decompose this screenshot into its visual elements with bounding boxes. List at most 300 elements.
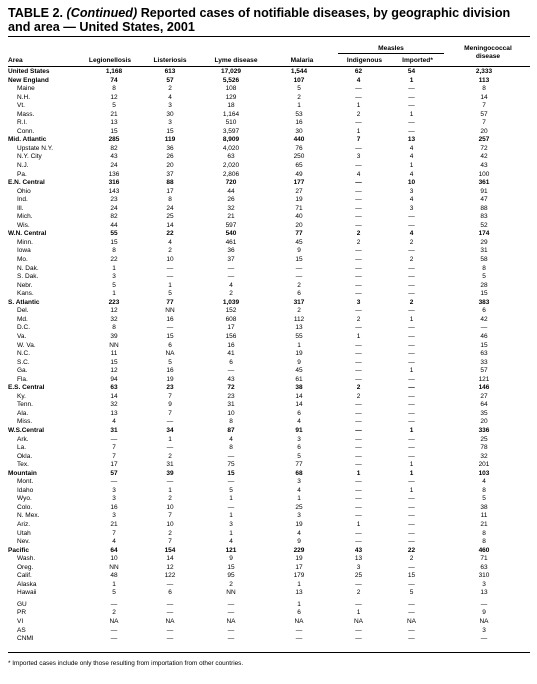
meningococcal-cell: 201: [478, 461, 490, 469]
legionellosis-cell: 316: [108, 179, 120, 187]
lyme-cell: —: [227, 609, 235, 617]
table-row: [8, 111, 530, 120]
indigenous-cell: —: [355, 478, 362, 486]
meningococcal-cell: 78: [480, 444, 488, 452]
listeriosis-cell: 19: [166, 375, 174, 383]
imported-cell: —: [408, 580, 415, 588]
imported-cell: 3: [409, 204, 414, 212]
indigenous-cell: 1: [356, 520, 361, 528]
listeriosis-cell: 16: [166, 315, 174, 323]
area-cell: Mich.: [17, 213, 33, 221]
area-cell: N.J.: [17, 162, 29, 170]
imported-cell: —: [408, 375, 415, 383]
area-cell: Vt.: [17, 102, 25, 110]
malaria-cell: 2: [297, 93, 301, 101]
indigenous-cell: —: [355, 281, 362, 289]
meningococcal-cell: 8: [482, 486, 486, 494]
area-cell: N.Y. City: [17, 153, 42, 161]
imported-cell: —: [408, 392, 415, 400]
table-row: [8, 77, 530, 86]
malaria-cell: —: [295, 273, 303, 281]
malaria-cell: 3: [297, 512, 301, 520]
legionellosis-cell: 11: [110, 350, 118, 358]
area-cell: AS: [17, 626, 26, 634]
table-row: [8, 171, 530, 180]
table-row: [8, 247, 530, 256]
lyme-cell: 1: [229, 512, 233, 520]
listeriosis-cell: 37: [166, 170, 174, 178]
lyme-cell: —: [227, 273, 235, 281]
legionellosis-cell: 82: [110, 144, 118, 152]
listeriosis-cell: —: [166, 609, 174, 617]
lyme-cell: 3: [229, 520, 233, 528]
area-cell: Tex.: [17, 461, 29, 469]
meningococcal-cell: —: [480, 635, 488, 643]
legionellosis-cell: —: [110, 635, 118, 643]
imported-cell: 1: [409, 76, 414, 84]
legionellosis-cell: 24: [110, 162, 118, 170]
area-cell: W.N. Central: [8, 230, 47, 238]
table-row: [8, 307, 530, 316]
lyme-cell: 720: [225, 179, 237, 187]
legionellosis-cell: 43: [110, 153, 118, 161]
area-cell: Pa.: [17, 170, 27, 178]
legionellosis-cell: 4: [112, 538, 116, 546]
table-row: [8, 530, 530, 539]
table-row: [8, 495, 530, 504]
table-row: [8, 230, 530, 239]
listeriosis-cell: 36: [166, 144, 174, 152]
meningococcal-cell: 257: [478, 136, 490, 144]
indigenous-cell: —: [355, 418, 362, 426]
imported-cell: —: [408, 478, 415, 486]
measles-rule: [338, 53, 444, 54]
listeriosis-cell: 22: [166, 230, 174, 238]
meningococcal-cell: 63: [480, 350, 488, 358]
meningococcal-cell: 88: [480, 204, 488, 212]
area-cell: Ill.: [17, 204, 24, 212]
indigenous-cell: —: [355, 204, 362, 212]
listeriosis-cell: 7: [168, 538, 172, 546]
malaria-cell: 9: [297, 358, 301, 366]
indigenous-cell: —: [355, 341, 362, 349]
indigenous-cell: —: [355, 486, 362, 494]
imported-cell: —: [408, 435, 415, 443]
meningococcal-cell: 336: [478, 426, 490, 434]
area-cell: PR: [17, 609, 27, 617]
indigenous-cell: 1: [356, 102, 361, 110]
meningococcal-cell: 15: [480, 290, 488, 298]
legionellosis-cell: 31: [110, 426, 118, 434]
malaria-cell: 9: [297, 247, 301, 255]
imported-cell: —: [408, 273, 415, 281]
indigenous-cell: 2: [356, 589, 361, 597]
meningococcal-cell: 8: [482, 529, 486, 537]
meningococcal-cell: 25: [480, 435, 488, 443]
imported-cell: —: [408, 609, 415, 617]
indigenous-cell: —: [355, 512, 362, 520]
area-cell: Wis.: [17, 221, 30, 229]
imported-cell: 2: [409, 298, 414, 306]
legionellosis-cell: 5: [112, 281, 116, 289]
table-row: [8, 94, 530, 103]
lyme-cell: 129: [225, 93, 237, 101]
indigenous-cell: —: [355, 495, 362, 503]
legionellosis-cell: 3: [112, 273, 116, 281]
lyme-cell: 5,526: [222, 76, 240, 84]
indigenous-cell: —: [355, 179, 362, 187]
table-row: [8, 273, 530, 282]
listeriosis-cell: 154: [164, 546, 176, 554]
area-cell: Ala.: [17, 409, 29, 417]
area-cell: Hawaii: [17, 589, 37, 597]
malaria-cell: 4: [297, 486, 301, 494]
indigenous-cell: 4: [356, 170, 361, 178]
area-cell: Mountain: [8, 469, 37, 477]
listeriosis-cell: 17: [166, 187, 174, 195]
malaria-cell: 20: [295, 221, 303, 229]
legionellosis-cell: 3: [112, 512, 116, 520]
indigenous-cell: —: [355, 367, 362, 375]
malaria-cell: 250: [293, 153, 305, 161]
area-cell: Md.: [17, 315, 28, 323]
meningococcal-cell: 71: [480, 555, 488, 563]
malaria-cell: —: [295, 635, 303, 643]
legionellosis-cell: 94: [110, 375, 118, 383]
table-row: [8, 213, 530, 222]
imported-cell: —: [408, 503, 415, 511]
table-row: [8, 162, 530, 171]
imported-cell: 1: [409, 486, 414, 494]
legionellosis-cell: 13: [110, 119, 118, 127]
lyme-cell: 608: [225, 315, 237, 323]
table-row: [8, 179, 530, 188]
malaria-cell: 65: [295, 162, 303, 170]
lyme-cell: 3,597: [222, 127, 240, 135]
listeriosis-cell: 7: [168, 512, 172, 520]
malaria-cell: 4: [297, 418, 301, 426]
meningococcal-cell: 113: [478, 76, 490, 84]
imported-cell: 1: [409, 315, 414, 323]
meningococcal-cell: 21: [480, 520, 488, 528]
legionellosis-cell: —: [110, 478, 118, 486]
malaria-cell: 14: [295, 392, 303, 400]
table-row: [8, 427, 530, 436]
legionellosis-cell: 15: [110, 238, 118, 246]
indigenous-cell: —: [355, 635, 362, 643]
table-row: [8, 256, 530, 265]
listeriosis-cell: 20: [166, 162, 174, 170]
legionellosis-cell: 143: [108, 187, 120, 195]
imported-cell: —: [408, 213, 415, 221]
indigenous-cell: —: [355, 401, 362, 409]
area-cell: Tenn.: [17, 401, 33, 409]
area-cell: GU: [17, 600, 27, 608]
imported-cell: 1: [409, 367, 414, 375]
table-row: [8, 359, 530, 368]
listeriosis-cell: 8: [168, 196, 172, 204]
lyme-cell: 152: [225, 307, 237, 315]
area-cell: S. Atlantic: [8, 298, 40, 306]
table-row: [8, 410, 530, 419]
indigenous-cell: —: [355, 196, 362, 204]
imported-cell: 2: [409, 256, 414, 264]
legionellosis-cell: 8: [112, 324, 116, 332]
table-row: [8, 453, 530, 462]
indigenous-cell: —: [355, 350, 362, 358]
legionellosis-cell: 7: [112, 444, 116, 452]
area-cell: Conn.: [17, 127, 35, 135]
listeriosis-cell: 2: [168, 529, 172, 537]
malaria-cell: —: [295, 264, 303, 272]
listeriosis-cell: 31: [166, 461, 174, 469]
lyme-cell: 2: [229, 580, 233, 588]
area-cell: Colo.: [17, 503, 33, 511]
area-cell: N. Dak.: [17, 264, 39, 272]
indigenous-cell: —: [355, 324, 362, 332]
lyme-cell: 63: [227, 153, 235, 161]
malaria-cell: 14: [295, 401, 303, 409]
table-row: [8, 376, 530, 385]
table-row: [8, 384, 530, 393]
meningococcal-cell: 100: [478, 170, 490, 178]
imported-cell: 4: [409, 196, 414, 204]
meningococcal-cell: 43: [480, 162, 488, 170]
footnote: * Imported cases include only those resulting from importation from other countries.: [8, 660, 244, 667]
lyme-cell: 17,029: [221, 68, 241, 75]
table-row: [8, 601, 530, 610]
indigenous-cell: 13: [354, 555, 363, 563]
indigenous-cell: —: [355, 187, 362, 195]
lyme-cell: 6: [229, 358, 233, 366]
legionellosis-cell: 7: [112, 452, 116, 460]
meningococcal-cell: 7: [482, 119, 486, 127]
malaria-cell: 13: [295, 589, 303, 597]
data-table: [8, 68, 530, 644]
legionellosis-cell: 15: [110, 358, 118, 366]
legionellosis-cell: 3: [112, 495, 116, 503]
listeriosis-cell: NA: [165, 350, 175, 358]
listeriosis-cell: 12: [166, 563, 174, 571]
listeriosis-cell: 9: [168, 401, 172, 409]
listeriosis-cell: 6: [168, 341, 172, 349]
listeriosis-cell: —: [166, 273, 174, 281]
malaria-cell: 3: [297, 478, 301, 486]
imported-cell: —: [408, 307, 415, 315]
lyme-cell: 44: [227, 187, 235, 195]
indigenous-cell: —: [355, 600, 362, 608]
meningococcal-cell: 5: [482, 273, 486, 281]
legionellosis-cell: 24: [110, 204, 118, 212]
listeriosis-cell: 7: [168, 392, 172, 400]
listeriosis-cell: 57: [166, 76, 174, 84]
indigenous-cell: —: [355, 221, 362, 229]
header-listeriosis: Listeriosis: [153, 57, 187, 64]
legionellosis-cell: 5: [112, 589, 116, 597]
legionellosis-cell: 10: [110, 555, 118, 563]
listeriosis-cell: 1: [168, 486, 172, 494]
indigenous-cell: —: [355, 452, 362, 460]
malaria-cell: 1: [297, 341, 301, 349]
malaria-cell: 4: [297, 529, 301, 537]
legionellosis-cell: 55: [110, 230, 118, 238]
legionellosis-cell: 12: [110, 93, 118, 101]
meningococcal-cell: —: [480, 324, 488, 332]
indigenous-cell: 3: [356, 563, 361, 571]
legionellosis-cell: 136: [108, 170, 120, 178]
listeriosis-cell: —: [166, 635, 174, 643]
imported-cell: —: [408, 452, 415, 460]
lyme-cell: 17: [227, 324, 235, 332]
imported-cell: —: [408, 418, 415, 426]
listeriosis-cell: —: [166, 580, 174, 588]
table-row: [8, 239, 530, 248]
lyme-cell: —: [227, 600, 235, 608]
meningococcal-cell: 42: [480, 315, 488, 323]
legionellosis-cell: 12: [110, 307, 118, 315]
table-row: [8, 333, 530, 342]
area-cell: R.I.: [17, 119, 28, 127]
table-row: [8, 196, 530, 205]
lyme-cell: 8,909: [222, 136, 240, 144]
listeriosis-cell: 5: [168, 358, 172, 366]
area-cell: W.S.Central: [8, 426, 45, 434]
lyme-cell: 36: [227, 247, 235, 255]
lyme-cell: 121: [225, 546, 237, 554]
table-row: [8, 547, 530, 556]
table-row: [8, 68, 530, 77]
table-row: [8, 153, 530, 162]
listeriosis-cell: 3: [168, 102, 172, 110]
legionellosis-cell: 16: [110, 503, 118, 511]
table-row: [8, 487, 530, 496]
malaria-cell: 6: [297, 409, 301, 417]
table-row: [8, 512, 530, 521]
legionellosis-cell: —: [110, 600, 118, 608]
listeriosis-cell: 1: [168, 281, 172, 289]
indigenous-cell: —: [355, 290, 362, 298]
meningococcal-cell: 29: [480, 238, 488, 246]
area-cell: Miss.: [17, 418, 33, 426]
area-cell: N.C.: [17, 350, 30, 358]
indigenous-cell: —: [355, 538, 362, 546]
legionellosis-cell: 22: [110, 256, 118, 264]
imported-cell: —: [408, 290, 415, 298]
listeriosis-cell: 6: [168, 589, 172, 597]
area-cell: Minn.: [17, 238, 33, 246]
table-row: [8, 128, 530, 137]
table-row: [8, 324, 530, 333]
legionellosis-cell: 48: [110, 572, 118, 580]
imported-cell: —: [408, 538, 415, 546]
meningococcal-cell: 14: [480, 93, 488, 101]
table-row: [8, 316, 530, 325]
lyme-cell: 5: [229, 486, 233, 494]
listeriosis-cell: 77: [166, 298, 174, 306]
indigenous-cell: 2: [356, 384, 361, 392]
area-cell: Idaho: [17, 486, 34, 494]
legionellosis-cell: —: [110, 435, 118, 443]
indigenous-cell: —: [355, 580, 362, 588]
listeriosis-cell: —: [166, 626, 174, 634]
imported-cell: —: [408, 119, 415, 127]
lyme-cell: 31: [227, 401, 235, 409]
listeriosis-cell: 10: [166, 520, 174, 528]
area-cell: VI: [17, 618, 24, 625]
table-row: [8, 119, 530, 128]
legionellosis-cell: NN: [109, 341, 119, 349]
listeriosis-cell: NN: [165, 307, 175, 315]
table-row: [8, 461, 530, 470]
table-row: [8, 478, 530, 487]
area-cell: E.N. Central: [8, 179, 45, 187]
area-cell: Wyo.: [17, 495, 32, 503]
imported-cell: 22: [407, 546, 416, 554]
table-row: [8, 555, 530, 564]
imported-cell: —: [408, 401, 415, 409]
imported-cell: 54: [407, 68, 416, 75]
meningococcal-cell: 33: [480, 358, 488, 366]
lyme-cell: 2: [229, 290, 233, 298]
legionellosis-cell: 32: [110, 315, 118, 323]
area-cell: Ind.: [17, 196, 28, 204]
indigenous-cell: —: [355, 626, 362, 634]
meningococcal-cell: 9: [482, 609, 486, 617]
legionellosis-cell: 1,168: [105, 68, 123, 75]
title-text: Reported cases of notifiable diseases, by geographic division and area — United States, 2001: [8, 6, 511, 34]
legionellosis-cell: 7: [112, 529, 116, 537]
imported-cell: NA: [406, 618, 417, 625]
listeriosis-cell: 25: [166, 213, 174, 221]
meningococcal-cell: 46: [480, 332, 488, 340]
indigenous-cell: —: [355, 162, 362, 170]
table-row: [8, 299, 530, 308]
indigenous-cell: —: [355, 435, 362, 443]
indigenous-cell: 2: [356, 110, 361, 118]
legionellosis-cell: 15: [110, 127, 118, 135]
header-measles: Measles: [378, 45, 404, 52]
indigenous-cell: —: [355, 307, 362, 315]
meningococcal-cell: 52: [480, 221, 488, 229]
indigenous-cell: —: [355, 247, 362, 255]
area-cell: Ohio: [17, 187, 31, 195]
malaria-cell: 16: [295, 119, 303, 127]
listeriosis-cell: 30: [166, 110, 174, 118]
legionellosis-cell: 12: [110, 367, 118, 375]
lyme-cell: 1: [229, 495, 233, 503]
imported-cell: 4: [409, 153, 414, 161]
listeriosis-cell: NA: [165, 618, 175, 625]
meningococcal-cell: 310: [478, 572, 490, 580]
imported-cell: —: [408, 626, 415, 634]
imported-cell: —: [408, 520, 415, 528]
listeriosis-cell: 2: [168, 85, 172, 93]
lyme-cell: 597: [225, 221, 237, 229]
table-row: [8, 609, 530, 618]
indigenous-cell: —: [355, 273, 362, 281]
malaria-cell: 40: [295, 213, 303, 221]
listeriosis-cell: —: [166, 600, 174, 608]
imported-cell: 15: [407, 572, 416, 580]
table-row: [8, 470, 530, 479]
lyme-cell: 108: [225, 85, 237, 93]
malaria-cell: 5: [297, 452, 301, 460]
indigenous-cell: —: [355, 503, 362, 511]
table-row: [8, 265, 530, 274]
imported-cell: 5: [409, 589, 414, 597]
malaria-cell: 179: [293, 572, 305, 580]
meningococcal-cell: 63: [480, 563, 488, 571]
